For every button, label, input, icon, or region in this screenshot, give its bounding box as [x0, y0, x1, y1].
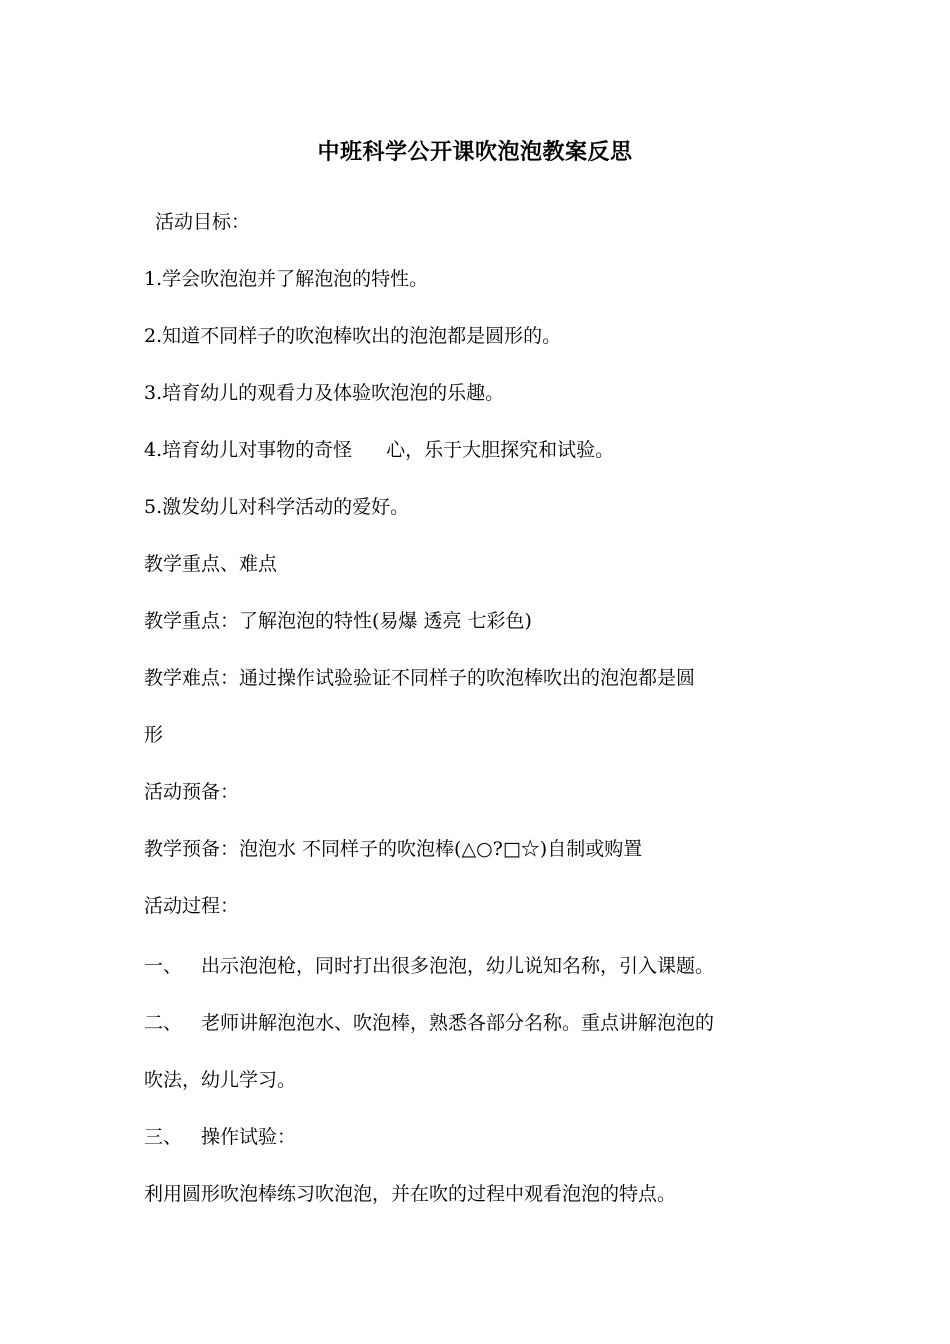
- process-step-2: [144, 1008, 714, 1038]
- process-step-3-detail: 利用圆形吹泡棒练习吹泡泡，并在吹的过程中观看泡泡的特点。: [144, 1183, 677, 1205]
- process-step-3: [144, 1122, 296, 1152]
- step-3-number: 三、: [144, 1126, 183, 1148]
- document-title: 中班科学公开课吹泡泡教案反思: [317, 139, 633, 165]
- preparation-line: 教学预备：泡泡水 不同样子的吹泡棒(△○?□☆)自制或购置: [144, 838, 643, 860]
- difficulty-line-2: 形: [144, 724, 164, 746]
- goal-item-3: 3.培育幼儿的观看力及体验吹泡泡的乐趣。: [144, 382, 505, 404]
- step-2-number: 二、: [144, 1012, 183, 1034]
- key-points-heading: 教学重点、难点: [144, 553, 278, 575]
- process-step-1: [144, 951, 714, 981]
- difficulty-line-1: 教学难点：通过操作试验验证不同样子的吹泡棒吹出的泡泡都是圆: [144, 667, 696, 689]
- process-step-2-continued: 吹法，幼儿学习。: [144, 1069, 297, 1091]
- key-point-line: 教学重点：了解泡泡的特性(易爆 透亮 七彩色): [144, 610, 532, 632]
- goal-item-4-part-2: 心，乐于大胆探究和试验。: [386, 439, 615, 461]
- goal-item-2: 2.知道不同样子的吹泡棒吹出的泡泡都是圆形的。: [144, 325, 562, 347]
- goal-item-5: 5.激发幼儿对科学活动的爱好。: [144, 496, 410, 518]
- step-1-text: 出示泡泡枪，同时打出很多泡泡，幼儿说知名称，引入课题。: [201, 955, 715, 977]
- preparation-heading: 活动预备：: [144, 781, 240, 803]
- step-1-number: 一、: [144, 955, 183, 977]
- goal-item-4: [144, 435, 614, 465]
- step-3-text: 操作试验：: [201, 1126, 297, 1148]
- goals-heading: 活动目标：: [155, 211, 251, 233]
- step-2-text: 老师讲解泡泡水、吹泡棒，熟悉各部分名称。重点讲解泡泡的: [201, 1012, 715, 1034]
- goal-item-4-part-1: 4.培育幼儿对事物的奇怪: [144, 439, 353, 461]
- process-heading: 活动过程：: [144, 895, 240, 917]
- goal-item-1: 1.学会吹泡泡并了解泡泡的特性。: [144, 268, 429, 290]
